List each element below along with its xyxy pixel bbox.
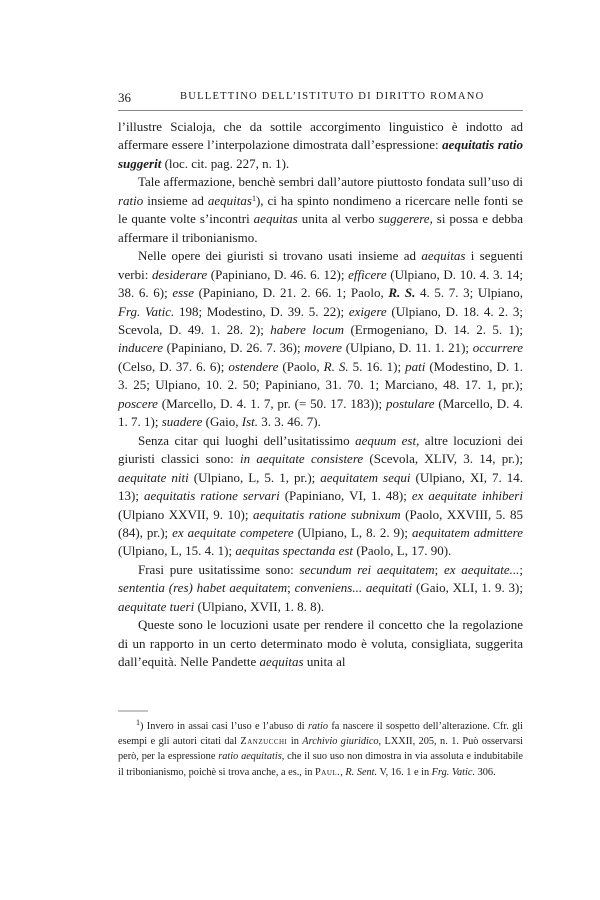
italic-term: secundum rei aequitatem: [299, 561, 435, 577]
header-rule: [118, 110, 523, 111]
text-run: Frasi pure usitatissime sono:: [138, 561, 300, 577]
text-run: l’illustre Scialoja, che da sottile accorgimento linguistico è indotto ad affermare essere l’interpolazione dimostrata dall’espressione:: [118, 119, 523, 153]
italic-term: R. S.: [323, 358, 349, 374]
text-run: , che il suo uso non dimostra in via assoluta e indubitabile il tribonianismo, poichè si trova anche, a es., in: [118, 751, 523, 778]
italic-term: inducere: [118, 340, 163, 356]
text-run: (Ulpiano, L, 15. 4. 1);: [118, 543, 236, 559]
italic-term: aequitatis ratione subnixum: [252, 506, 401, 522]
text-run: (Ulpiano, D. 11. 1. 21);: [342, 340, 473, 356]
text-run: (Marcello, D. 4. 1. 7, pr. (= 50. 17. 183));: [157, 395, 386, 411]
italic-term: desiderare: [151, 266, 208, 282]
text-run: ), ci ha spinto nondimeno a ricercare nelle fonti se le quante volte s’incontri: [118, 192, 523, 227]
text-run: (Gaio, XLI, 1. 9. 3);: [412, 580, 524, 596]
italic-term: aequitate niti: [118, 469, 189, 485]
text-run: (Ulpiano XXVII, 9. 10);: [118, 506, 253, 522]
text-run: (Celso, D. 37. 6. 6);: [118, 358, 229, 374]
paragraph: [118, 247, 523, 432]
italic-term: aequitas spectanda est: [235, 543, 354, 559]
footnote-separator: [118, 710, 523, 714]
text-run: ,: [340, 766, 346, 778]
text-run: , LXXII, 205, n. 1. Può osservarsi però, per la espressione: [118, 736, 524, 763]
text-run: (loc. cit. pag. 227, n. 1).: [161, 155, 290, 171]
footnote: [118, 719, 523, 780]
text-run: (Scevola, XLIV, 3. 14, pr.);: [363, 451, 523, 467]
text-run: (Paolo, XXVIII, 5. 85 (84), pr.);: [118, 506, 523, 540]
text-run: 306.: [475, 766, 496, 778]
italic-term: aequitas: [259, 654, 304, 670]
italic-term: aequitas: [207, 192, 252, 208]
text-run: (Ulpiano, L, 5. 1, pr.);: [188, 469, 321, 485]
italic-term: pati: [405, 358, 426, 374]
text-run: (Papiniano, VI, 1. 48);: [279, 488, 412, 504]
text-run: (Paolo, L, 17. 90).: [353, 543, 452, 559]
text-run: Zanzucchi: [240, 736, 288, 748]
text-run: V, 16. 1 e in: [377, 766, 432, 778]
italic-term: Frg. Vatic.: [118, 303, 175, 319]
text-run: Queste sono le locuzioni usate per rendere il concetto che la regolazione di un rapporto in un certo determinato modo è voluta, consigliata, suggerita dall’equità. Nelle Pandette: [118, 617, 523, 670]
text-run: in: [287, 736, 303, 748]
running-title: BULLETTINO DELL’ISTITUTO DI DIRITTO ROMANO: [180, 91, 485, 102]
text-run: (Modestino, D. 1. 3. 25; Ulpiano, 10. 2. 50; Papiniano, 31. 70. 1; Marciano, 48. 17. 1, pr.);: [118, 358, 523, 393]
text-run: ) Invero in assai casi l’uso e l’abuso di: [140, 721, 308, 732]
italic-term: poscere: [118, 395, 158, 411]
italic-term: Archivio giuridico: [302, 736, 379, 748]
italic-term: R. Sent.: [345, 766, 378, 778]
text-run: insieme ad: [143, 192, 208, 208]
italic-term: occurrere: [472, 340, 524, 356]
text-run: Senza citar qui luoghi dell’usitatissimo: [138, 432, 356, 448]
text-run: (Papiniano, D. 26. 7. 36);: [163, 340, 305, 356]
italic-term: aequitate tueri: [118, 598, 195, 614]
italic-term: ostendere: [228, 358, 279, 374]
text-run: unita al: [303, 654, 346, 670]
italic-term: aequitas: [253, 211, 298, 227]
italic-term: ratio aequitatis: [218, 751, 282, 763]
italic-term: movere: [304, 340, 343, 356]
text-run: 198; Modestino, D. 39. 5. 22);: [174, 303, 349, 319]
italic-term: ex aequitate...: [443, 561, 520, 577]
paragraph: [118, 118, 523, 173]
text-run: (Ermogeniano, D. 14. 2. 5. 1);: [344, 321, 523, 337]
text-run: (Papiniano, D. 46. 6. 12);: [207, 266, 349, 282]
paragraph: [118, 432, 523, 561]
page-number: 36: [118, 90, 131, 105]
italic-term: aequitatem sequi: [320, 469, 411, 485]
text-run: fa nascere il sospetto dell’alterazione. Cfr. gli esempi e gli autori citati dal: [118, 721, 523, 748]
footnote-ref: 1: [251, 193, 256, 203]
italic-term: suggerere: [378, 211, 430, 227]
text-run: Paul.: [315, 766, 341, 778]
text-run: (Ulpiano, D. 18. 4. 2. 3; Scevola, D. 49. 1. 28. 2);: [118, 303, 523, 337]
text-run: (Paolo,: [278, 358, 324, 374]
text-run: i seguenti verbi:: [118, 248, 523, 282]
text-run: 3. 3. 46. 7).: [258, 414, 321, 430]
text-run: (Papiniano, D. 21. 2. 66. 1; Paolo,: [193, 285, 389, 301]
italic-term: aequitas: [421, 248, 466, 264]
italic-term: aequitatis ratio suggerit: [118, 137, 523, 171]
main-text: [118, 118, 523, 672]
italic-term: conveniens... aequitati: [294, 580, 413, 596]
text-run: 4. 5. 7. 3; Ulpiano,: [415, 285, 523, 301]
text-run: , altre locuzioni dei giuristi classici sono:: [118, 432, 523, 467]
italic-term: Ist.: [241, 414, 258, 430]
text-run: ;: [287, 580, 295, 596]
italic-term: suadere: [161, 414, 203, 430]
text-run: unita al verbo: [297, 211, 379, 227]
paragraph: [118, 616, 523, 671]
text-run: Tale affermazione, benchè sembri dall’autore piuttosto fondata sull’uso di: [138, 174, 523, 190]
text-run: (Marcello, D. 4. 1. 7. 1);: [118, 395, 524, 430]
italic-term: efficere: [348, 266, 387, 282]
italic-term: ratio: [118, 192, 144, 208]
text-run: (Ulpiano, D. 10. 4. 3. 14; 38. 6. 6);: [118, 266, 524, 301]
italic-term: aequitatis ratione servari: [143, 488, 280, 504]
italic-term: ex aequitate inhiberi: [411, 488, 523, 504]
text-run: Nelle opere dei giuristi si trovano usati insieme ad: [138, 248, 422, 264]
footnote-ref: 1: [136, 718, 140, 727]
text-run: , si possa e debba affermare il tribonianismo.: [118, 211, 523, 245]
italic-term: esse: [172, 285, 194, 301]
text-run: ;: [519, 561, 523, 577]
italic-term: habere locum: [270, 321, 345, 337]
paragraph: [118, 561, 523, 616]
italic-term: aequitatem admittere: [411, 524, 523, 540]
italic-term: Frg. Vatic.: [431, 766, 476, 778]
italic-term: R. S.: [388, 285, 416, 301]
italic-term: aequum est: [355, 432, 417, 448]
italic-term: ex aequitate competere: [172, 524, 294, 540]
italic-term: exigere: [348, 303, 387, 319]
text-run: (Ulpiano, L, 8. 2. 9);: [293, 524, 412, 540]
paragraph: [118, 173, 523, 247]
italic-term: postulare: [385, 395, 435, 411]
text-run: ;: [434, 561, 444, 577]
text-run: (Gaio,: [202, 414, 242, 430]
text-run: (Ulpiano, XVII, 1. 8. 8).: [194, 598, 325, 614]
page-header: [118, 90, 523, 106]
italic-term: in aequitate consistere: [239, 451, 364, 467]
italic-term: ratio: [307, 721, 328, 732]
text-run: 5. 16. 1);: [348, 358, 406, 374]
text-run: (Ulpiano, XI, 7. 14. 13);: [118, 469, 523, 504]
italic-term: sententia (res) habet aequitatem: [118, 580, 288, 596]
